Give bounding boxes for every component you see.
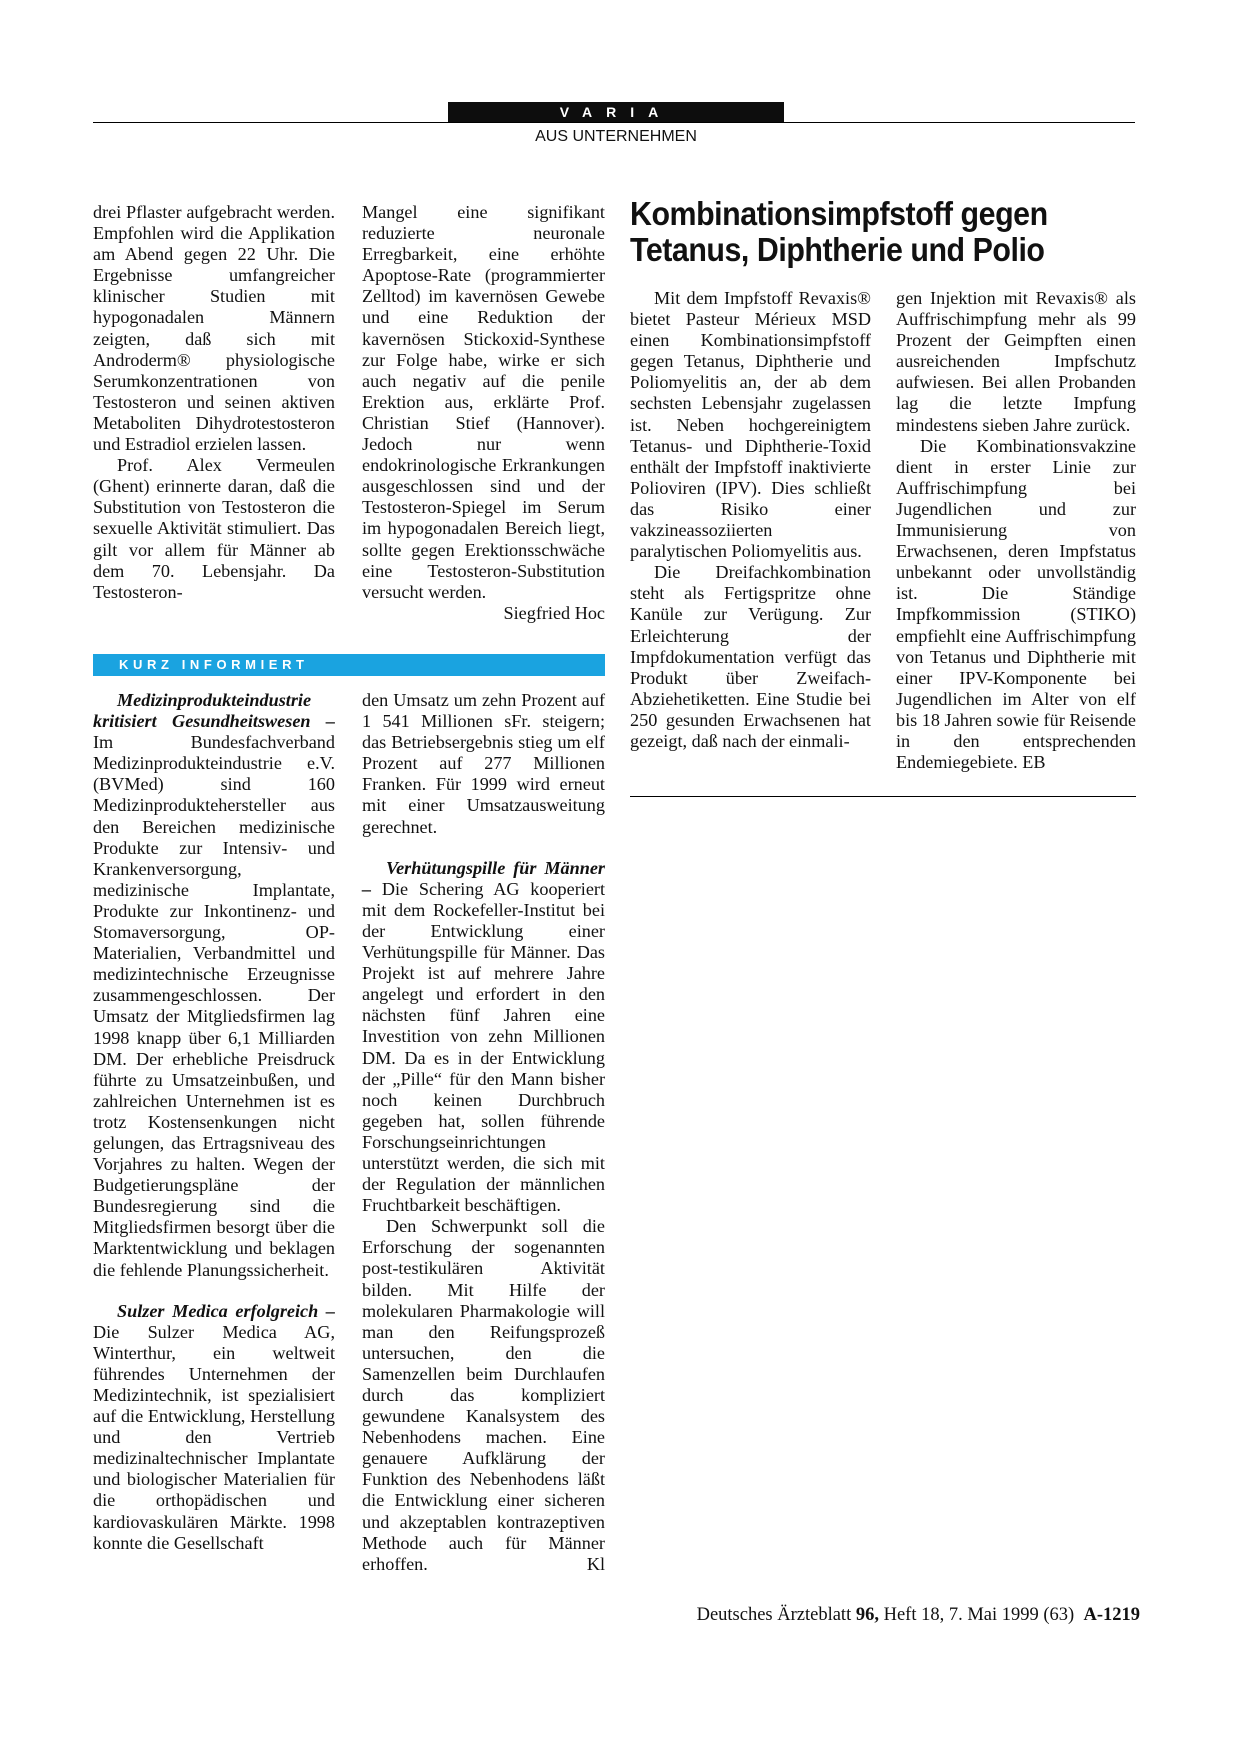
news-item-text: Die Schering AG kooperiert mit dem Rockefeller-Institut bei der Entwicklung einer Verhütungspille für Männer. Das Projekt ist auf mehrere Jahre angelegt und erfordert in den nächsten fünf Jahren eine Investition von zehn Millionen DM. Da es in der Entwicklung der „Pille“ für den Mann bisher noch keinen Durchbruch gegeben hat, sollen führende Forschungseinrichtungen unterstützt werden, die sich mit der Regulation der männlichen Fruchtbarkeit beschäftigen. <box>362 878 605 1216</box>
subsection-label: AUS UNTERNEHMEN <box>535 128 697 145</box>
page-number: A-1219 <box>1083 1605 1140 1625</box>
article1-column-1 <box>93 202 335 603</box>
news-item-paragraph: Den Schwerpunkt soll die Erforschung der sogenannten post-testikulären Aktivität bilden. Mit Hilfe der molekularen Pharmakologie will man den Reifungsprozeß untersuchen, den die Samenzellen beim Durchlaufen durch das kompliziert gewundene Kanalsystem des Nebenhodens machen. Eine genauere Aufklärung der Funktion des Nebenhodens läßt die Entwicklung einer sicheren und akzeptablen kontrazeptiven Methode auch für Männer erhoffen. <box>362 1216 605 1574</box>
news-item-lead: Sulzer Medica erfolgreich – <box>117 1300 335 1321</box>
article1-column-2 <box>362 202 605 624</box>
news-item-sulzer <box>93 1301 335 1554</box>
article2-column-1 <box>630 288 871 752</box>
news-item-author: Kl <box>586 1553 605 1574</box>
news-item-text: Die Sulzer Medica AG, Winterthur, ein weltweit führendes Unternehmen der Medizintechnik, ist spezialisiert auf die Entwicklung, Herstellung und den Vertrieb medizinaltechnischer Implantate und biologischer Materialien für die orthopädischen und kardiovaskulären Märkte. 1998 konnte die Gesellschaft <box>93 1321 335 1553</box>
news-item-lead: Medizinprodukteindustrie kritisiert Gesundheitswesen – <box>93 690 335 732</box>
news-item-verhuetungspille <box>362 858 605 1217</box>
journal-name: Deutsches Ärzteblatt <box>696 1605 852 1625</box>
article2-end-rule <box>630 796 1136 797</box>
news-item-medizinprodukte <box>93 690 335 1281</box>
journal-issue: Heft 18, 7. Mai 1999 (63) <box>883 1605 1075 1625</box>
article1-paragraph: Mangel eine signifikant reduzierte neuronale Erregbarkeit, eine erhöhte Apoptose-Rate (programmierter Zelltod) im kavernösen Gewebe und eine Reduktion der kavernösen Stickoxid-Synthese zur Folge habe, wirke er sich auch negativ auf die penile Erektion aus, erklärte Prof. Christian Stief (Hannover). Jedoch nur wenn endokrinologische Erkrankungen ausgeschlossen sind und der Testosteron-Spiegel im Serum im hypogonadalen Bereich liegt, sollte gegen Erektionsschwäche eine Testosteron-Substitution versucht werden. <box>362 202 605 602</box>
article2-paragraph: Die Kombinationsvakzine dient in erster Linie zur Auffrischimpfung bei Jugendlichen und zur Immunisierung von Erwachsenen, deren Impfstatus unbekannt oder unvollständig ist. Die Ständige Impfkommission (STIKO) empfiehlt eine Auffrischimpfung von Tetanus und Diphtherie mit einer IPV-Komponente bei Jugendlichen im Alter von elf bis 18 Jahren sowie für Reisende in den entsprechenden Endemiegebiete. EB <box>896 435 1136 773</box>
news-item-lead: Verhütungspille für Männer – <box>362 857 605 899</box>
news-item-text: Im Bundesfachverband Medizinprodukteindustrie e.V. (BVMed) sind 160 Medizinproduktehersteller aus den Bereichen medizinische Produkte zur Intensiv- und Krankenversorgung, medizinische Implantate, Produkte zur Inkontinenz- und Stomaversorgung, OP-Materialien, Verbandmittel und medizintechnische Erzeugnisse zusammengeschlossen. Der Umsatz der Mitgliedsfirmen lag 1998 knapp über 6,1 Milliarden DM. Der erhebliche Preisdruck führte zu Umsatzeinbußen, und zahlreichen Unternehmen ist es trotz Kostensenkungen nicht gelungen, das Ertragsniveau des Vorjahres zu halten. Wegen der Budgetierungspläne der Bundesregierung sind die Mitgliedsfirmen besorgt über die Marktentwicklung und beklagen die fehlende Planungssicherheit. <box>93 732 335 1280</box>
article1-paragraph: Prof. Alex Vermeulen (Ghent) erinnerte daran, daß die Substitution von Testosteron die sexuelle Aktivität stimuliert. Das gilt vor allem für Männer ab dem 70. Lebensjahr. Da Testosteron- <box>93 455 335 602</box>
kurz-informiert-banner: KURZ INFORMIERT <box>93 654 605 676</box>
kurz-column-2 <box>362 690 605 1575</box>
news-item-sulzer-continued: den Umsatz um zehn Prozent auf 1 541 Millionen sFr. steigern; das Betriebsergebnis stieg um elf Prozent auf 277 Millionen Franken. Für 1999 wird erneut mit einer Umsatzausweitung gerechnet. <box>362 690 605 837</box>
section-banner: VARIA <box>448 102 784 122</box>
article2-paragraph: Die Dreifachkombination steht als Fertigspritze ohne Kanüle zur Verügung. Zur Erleichterung der Impfdokumentation verfügt das Produkt über Zweifach-Abziehetiketten. Eine Studie bei 250 gesunden Erwachsenen hat gezeigt, daß nach der einmali- <box>630 562 871 751</box>
page-footer <box>640 1605 1140 1626</box>
article2-paragraph: gen Injektion mit Revaxis® als Auffrischimpfung mehr als 99 Prozent der Geimpften einen ausreichenden Impfschutz aufwiesen. Bei allen Probanden lag die letzte Impfung mindestens sieben Jahre zurück. <box>896 288 1136 435</box>
article2-paragraph: Mit dem Impfstoff Revaxis® bietet Pasteur Mérieux MSD einen Kombinationsimpfstoff gegen Tetanus, Diphtherie und Poliomyelitis an, der ab dem sechsten Lebensjahr zugelassen ist. Neben hochgereinigtem Tetanus- und Diphtherie-Toxid enthält der Impfstoff inaktivierte Polioviren (IPV). Dies schließt das Risiko einer vakzineassoziierten paralytischen Poliomyelitis aus. <box>630 288 871 562</box>
article2-column-2 <box>896 288 1136 773</box>
article1-author: Siegfried Hoc <box>503 602 605 623</box>
kurz-column-1 <box>93 690 335 1554</box>
header-rule <box>93 122 1135 123</box>
article1-paragraph: drei Pflaster aufgebracht werden. Empfohlen wird die Applikation am Abend gegen 22 Uhr. Die Ergebnisse umfangreicher klinischer Studien mit hypogonadalen Männern zeigten, daß sich mit Androderm® physiologische Serumkonzentrationen von Testosteron und seinen aktiven Metaboliten Dihydrotestosteron und Estradiol erzielen lassen. <box>93 202 335 455</box>
article2-title: Kombinationsimpfstoff gegen Tetanus, Diphtherie und Polio <box>630 195 1048 268</box>
journal-volume: 96, <box>855 1605 879 1625</box>
